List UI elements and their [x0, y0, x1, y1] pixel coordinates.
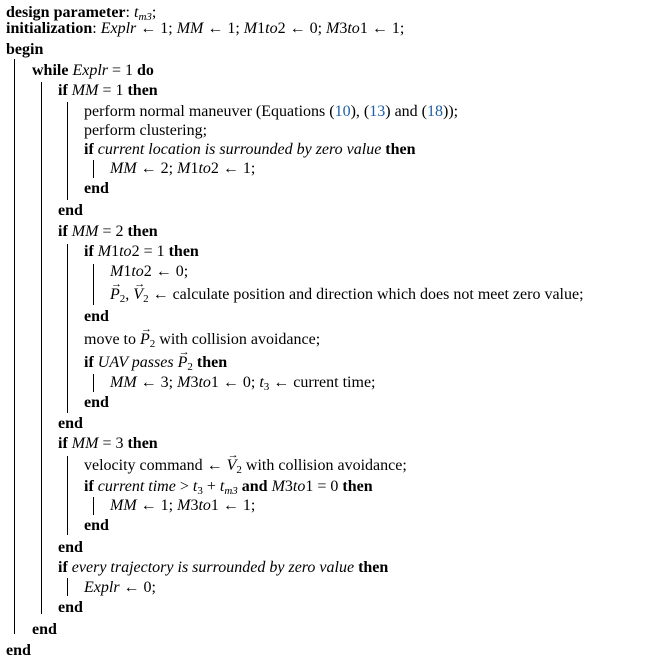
equation-ref-link[interactable]: 18 [427, 103, 443, 120]
then-keyword: then [385, 141, 416, 158]
then-keyword: then [196, 354, 228, 371]
if-keyword: if [84, 478, 94, 495]
design-parameter-keyword: design parameter [6, 4, 126, 21]
if-mm3-line: if MM = 3 then [58, 435, 158, 452]
equation-ref-link[interactable]: 13 [369, 103, 386, 120]
do-keyword: do [137, 62, 154, 79]
end-begin: end [6, 642, 31, 659]
while-line: while Explr = 1 do [32, 62, 154, 79]
if-mm2-scope-bar [67, 244, 68, 413]
assign-mm2-line: MM ← 2; M1to2 ← 1; [110, 160, 256, 177]
while-keyword: while [32, 62, 69, 79]
if-mm2-line: if MM = 2 then [58, 223, 158, 240]
assign-mm3-line: MM ← 3; M3to1 ← 0; $t_3$ ← current time; [110, 374, 376, 393]
normal-maneuver-end: )); [443, 103, 459, 120]
if-zero-scope-bar [93, 160, 94, 178]
velocity-command-line: velocity command ← → $V_2$ with collision avoidance; [84, 455, 407, 476]
if-zero-line [84, 139, 416, 160]
assign-mm1-line: MM ← 1; M3to1 ← 1; [110, 497, 256, 514]
initialization-keyword: initialization [6, 20, 93, 37]
then-keyword: then [168, 243, 199, 260]
if-uav-line: if UAV passes → $P_2$ then [84, 352, 227, 373]
initialization-line: initialization: Explr ← 1; MM ← 1; M1to2 ← 0; M3to1 ← 1; [6, 20, 405, 37]
assign-explr-zero-line: Explr ← 0; [84, 579, 156, 596]
and-keyword: and [241, 478, 268, 495]
if-m1to2-line: if M1to2 = 1 then [84, 243, 199, 260]
if-keyword: if [58, 82, 68, 99]
if-keyword: if [58, 559, 68, 576]
then-keyword: then [127, 82, 158, 99]
end-if-zero: end [84, 180, 109, 197]
if-m1to2-scope-bar [93, 264, 94, 305]
if-mm1-scope-bar [67, 102, 68, 200]
if-mm1-line: if MM = 1 then [58, 82, 158, 99]
assign-m1to2-zero-line: M1to2 ← 0; [110, 263, 189, 280]
end-if-m1to2: end [84, 308, 109, 325]
begin-keyword: begin [6, 41, 44, 58]
move-to-p2-line: move to → $P_2$ with collision avoidance; [84, 329, 320, 350]
end-if-mm3: end [58, 539, 83, 556]
if-uav-scope-bar [93, 374, 94, 392]
if-mm3-scope-bar [67, 456, 68, 535]
then-keyword: then [127, 435, 158, 452]
begin-scope-bar [14, 59, 15, 634]
end-while: end [32, 621, 57, 638]
if-keyword: if [84, 354, 94, 371]
normal-maneuver-line [84, 101, 458, 122]
while-scope-bar [41, 82, 42, 614]
then-keyword: then [127, 223, 158, 240]
p2v2-line: → $P_2$, → $V_2$ ← calculate position and direction which does not meet zero value; [110, 284, 584, 305]
if-trajectory-line [58, 557, 388, 578]
design-parameter-line: design parameter: $t_{m3}$; [6, 4, 157, 23]
then-keyword: then [358, 559, 389, 576]
if-time-scope-bar [93, 497, 94, 515]
equation-ref-link[interactable]: 10 [334, 103, 351, 120]
perform-clustering-line: perform clustering; [84, 122, 208, 139]
if-time-line: if current time > $t_3 + t_{m3}$ and M3to1 = 0 then [84, 478, 373, 497]
if-keyword: if [58, 223, 68, 240]
end-if-time: end [84, 517, 109, 534]
normal-maneuver-text: perform normal maneuver (Equations ( [84, 103, 335, 120]
if-trajectory-condition: every trajectory is surrounded by zero value [71, 559, 355, 576]
if-zero-condition: current location is surrounded by zero value [97, 141, 382, 158]
end-if-mm2: end [58, 415, 83, 432]
if-keyword: if [84, 141, 94, 158]
end-if-trajectory: end [58, 599, 83, 616]
end-if-uav: end [84, 394, 109, 411]
then-keyword: then [342, 478, 373, 495]
if-keyword: if [84, 243, 94, 260]
normal-maneuver-sep: ) and ( [385, 103, 427, 120]
if-keyword: if [58, 435, 68, 452]
end-if-mm1: end [58, 202, 83, 219]
if-time-condition: current time [97, 478, 176, 495]
if-trajectory-scope-bar [67, 578, 68, 596]
normal-maneuver-sep: ), ( [350, 103, 370, 120]
